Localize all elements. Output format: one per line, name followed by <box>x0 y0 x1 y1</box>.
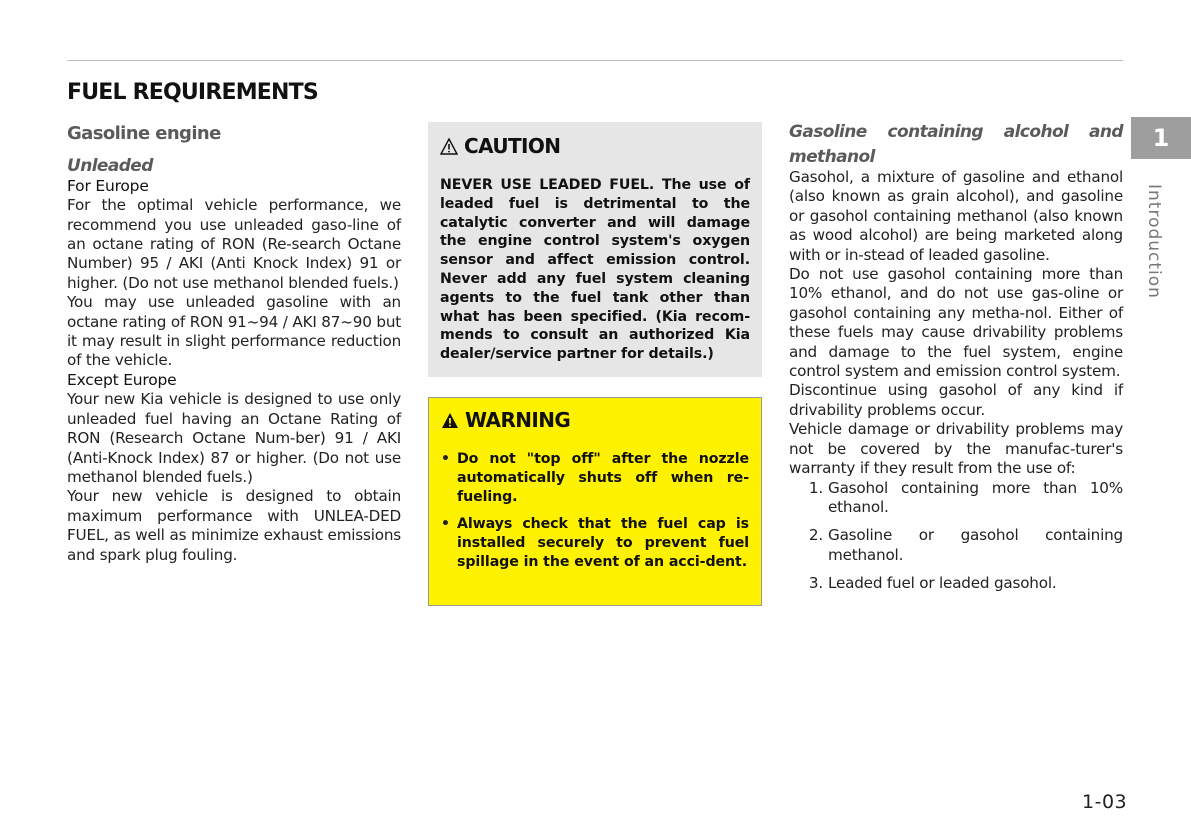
warning-item <box>441 450 749 506</box>
bullet: • <box>441 516 450 533</box>
right-paragraph-3: Discontinue using gasohol of any kind if drivability problems occur. <box>789 381 1123 419</box>
list-item <box>789 526 1123 565</box>
warning-item-text: Always check that the fuel cap is installed securely to prevent fuel spillage in the event of an acci-dent. <box>457 516 749 570</box>
right-paragraph-2: Do not use gasohol containing more than 10% ethanol, and do not use gas-oline or gasohol containing any metha-nol. Either of these fuels may cause drivability problems and damage to the fuel system, engine control system and emission control system. <box>789 265 1123 381</box>
caution-icon <box>440 138 458 155</box>
europe-paragraph-1: For the optimal vehicle performance, we recommend you use unleaded gaso-line of an octane rating of RON (Re-search Octane Number) 95 / AKI (Anti Knock Index) 91 or higher. (Do not use methanol blended fuels.) <box>67 196 401 292</box>
list-item <box>789 574 1123 593</box>
warning-item <box>441 515 749 571</box>
caution-title: CAUTION <box>464 134 561 158</box>
list-item-number: 3. <box>808 574 823 593</box>
list-item-number: 2. <box>808 526 823 545</box>
page-number: 1-03 <box>1082 791 1128 813</box>
warning-icon <box>441 412 459 429</box>
top-rule <box>67 60 1123 61</box>
warning-list <box>441 450 749 572</box>
list-item-number: 1. <box>808 478 823 497</box>
list-item-text: Leaded fuel or leaded gasohol. <box>828 574 1057 593</box>
list-item-text: Gasoline or gasohol containing methanol. <box>828 526 1123 564</box>
bullet: • <box>441 451 450 467</box>
chapter-label: Introduction <box>1144 184 1164 299</box>
alcohol-heading-line-2: methanol <box>789 147 875 167</box>
unleaded-heading: Unleaded <box>67 156 153 177</box>
gasoline-engine-heading: Gasoline engine <box>67 123 221 144</box>
caution-header <box>440 134 750 158</box>
fuel-list <box>789 479 1123 594</box>
except-europe-paragraph-2: Your new vehicle is designed to obtain maximum performance with UNLEA-DED FUEL, as well as minimize exhaust emissions and spark plug fouling. <box>67 487 401 564</box>
alcohol-heading-line-1: Gasoline containing alcohol and <box>789 122 1123 142</box>
right-paragraph-4: Vehicle damage or drivability problems may not be covered by the manufac-turer's warranty if they result from the use of: <box>789 420 1123 478</box>
page-title: FUEL REQUIREMENTS <box>67 80 318 105</box>
for-europe-label: For Europe <box>67 176 149 195</box>
except-europe-label: Except Europe <box>67 370 177 389</box>
warning-box <box>428 397 762 606</box>
warning-title: WARNING <box>465 408 571 432</box>
europe-paragraph-2: You may use unleaded gasoline with an octane rating of RON 91~94 / AKI 87~90 but it may result in slight performance reduction of the vehicle. <box>67 293 401 370</box>
right-column <box>789 122 1123 603</box>
caution-text: NEVER USE LEADED FUEL. The use of leaded fuel is detrimental to the catalytic converter and will damage the engine control system's oxygen sensor and affect emission control. Never add any fuel system cleaning agents to the fuel tank other than what has been specified. (Kia recom-mends to consult an authorized Kia dealer/service partner for details.) <box>440 177 750 363</box>
chapter-tab: 1 <box>1131 117 1191 159</box>
right-paragraph-1: Gasohol, a mixture of gasoline and ethanol (also known as grain alcohol), and gasoline or gasohol containing methanol (also known as wood alcohol) are being marketed along with or in-stead of leaded gasoline. <box>789 168 1123 264</box>
warning-item-text: Do not "top off" after the nozzle automatically shuts off when re-fueling. <box>457 451 749 505</box>
except-europe-paragraph-1: Your new Kia vehicle is designed to use only unleaded fuel having an Octane Rating of RON (Research Octane Num-ber) 91 / AKI (Anti-Knock Index) 87 or higher. (Do not use methanol blended fuels.) <box>67 390 401 486</box>
left-column <box>67 124 401 565</box>
warning-header <box>441 408 749 432</box>
caution-box <box>428 122 762 377</box>
list-item <box>789 479 1123 518</box>
list-item-text: Gasohol containing more than 10% ethanol. <box>828 478 1123 516</box>
